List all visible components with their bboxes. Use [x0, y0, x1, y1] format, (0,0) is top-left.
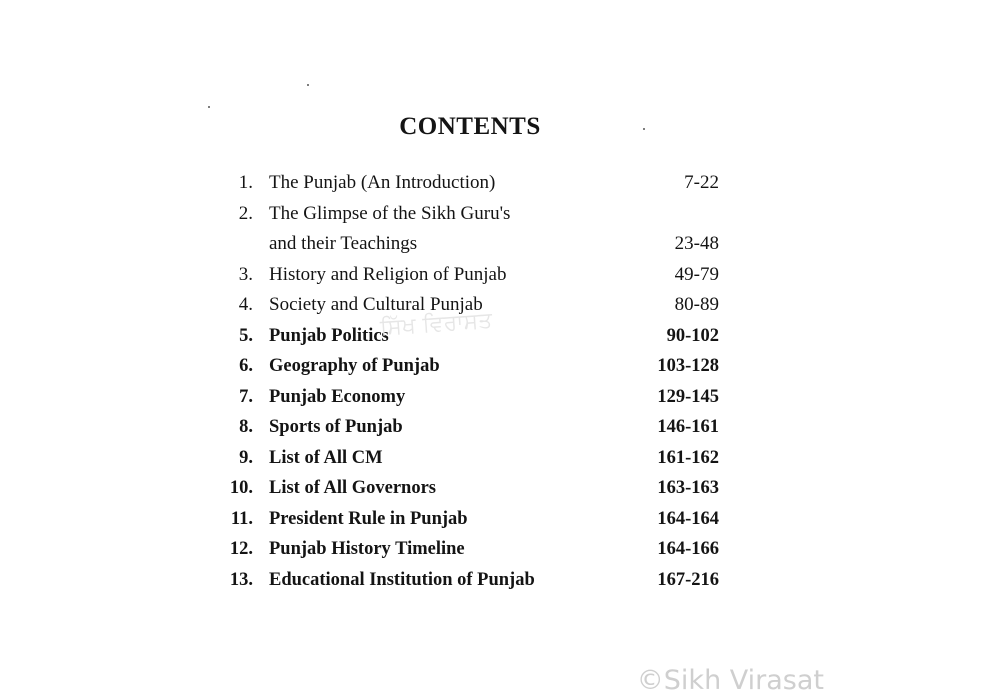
- entry-number: 11.: [230, 508, 253, 529]
- entry-title: List of All Governors: [269, 478, 437, 498]
- entry-pages: 7-22: [684, 172, 719, 193]
- entry-number: 7.: [239, 386, 253, 407]
- entry-title: Educational Institution of Punjab: [269, 569, 535, 590]
- entry-title: Sports of Punjab: [269, 417, 403, 437]
- toc-entry-1: [0, 168, 1000, 199]
- toc-entry-9: [0, 443, 1000, 474]
- entry-number: 12.: [229, 539, 253, 559]
- scan-speck: [643, 128, 645, 130]
- entry-number: 10.: [229, 478, 253, 498]
- toc-entry-7: [0, 382, 1000, 413]
- entry-number: 1.: [238, 172, 253, 193]
- toc-entry-3: [0, 260, 1000, 291]
- entry-number: 2.: [238, 202, 253, 224]
- entry-pages: 49-79: [674, 263, 719, 285]
- entry-number: 5.: [239, 325, 253, 346]
- entry-title: The Glimpse of the Sikh Guru's: [269, 202, 511, 224]
- toc-entry-4: [0, 290, 1000, 321]
- entry-pages: 161-162: [657, 447, 719, 468]
- table-of-contents: [0, 168, 1000, 595]
- entry-number: 13.: [229, 569, 253, 590]
- entry-pages: 103-128: [657, 356, 719, 376]
- entry-number: 3.: [238, 263, 253, 285]
- entry-title: and their Teachings: [269, 233, 418, 254]
- toc-entry-2: [0, 199, 1000, 230]
- toc-entry-8: [0, 412, 1000, 443]
- entry-title: Punjab Politics: [269, 325, 389, 346]
- entry-title: Society and Cultural Punjab: [269, 294, 483, 315]
- watermark-gurmukhi: ਸਿੱਖ ਵਿਰਾਸਤ: [379, 308, 493, 341]
- entry-pages: 129-145: [657, 386, 719, 407]
- contents-heading: CONTENTS: [399, 113, 541, 140]
- entry-title: Geography of Punjab: [269, 356, 440, 376]
- entry-title: List of All CM: [269, 447, 383, 468]
- entry-title: President Rule in Punjab: [269, 508, 468, 529]
- toc-entry-10: [0, 473, 1000, 504]
- entry-pages: 164-164: [657, 508, 719, 529]
- entry-number: 4.: [238, 294, 253, 315]
- entry-number: 6.: [239, 356, 253, 376]
- entry-pages: 146-161: [657, 417, 719, 437]
- toc-entry-11: [0, 504, 1000, 535]
- toc-entry-12: [0, 534, 1000, 565]
- scan-speck: [307, 84, 309, 86]
- toc-entry-6: [0, 351, 1000, 382]
- toc-entry-13: [0, 565, 1000, 596]
- entry-title: Punjab History Timeline: [269, 539, 465, 559]
- entry-number: 9.: [239, 447, 253, 468]
- entry-pages: 23-48: [674, 233, 719, 254]
- entry-pages: 164-166: [657, 539, 719, 559]
- watermark-copyright: ©Sikh Virasat: [636, 665, 824, 696]
- entry-number: 8.: [239, 417, 253, 437]
- toc-entry-5: [0, 321, 1000, 352]
- scan-speck: [208, 106, 210, 108]
- entry-pages: 167-216: [657, 569, 719, 590]
- entry-pages: 80-89: [674, 294, 719, 315]
- entry-title: History and Religion of Punjab: [269, 263, 507, 285]
- toc-entry-2-continued: [0, 229, 1000, 260]
- entry-pages: 90-102: [666, 325, 719, 346]
- entry-title: Punjab Economy: [269, 386, 406, 407]
- entry-title: The Punjab (An Introduction): [269, 172, 496, 193]
- entry-pages: 163-163: [657, 478, 719, 498]
